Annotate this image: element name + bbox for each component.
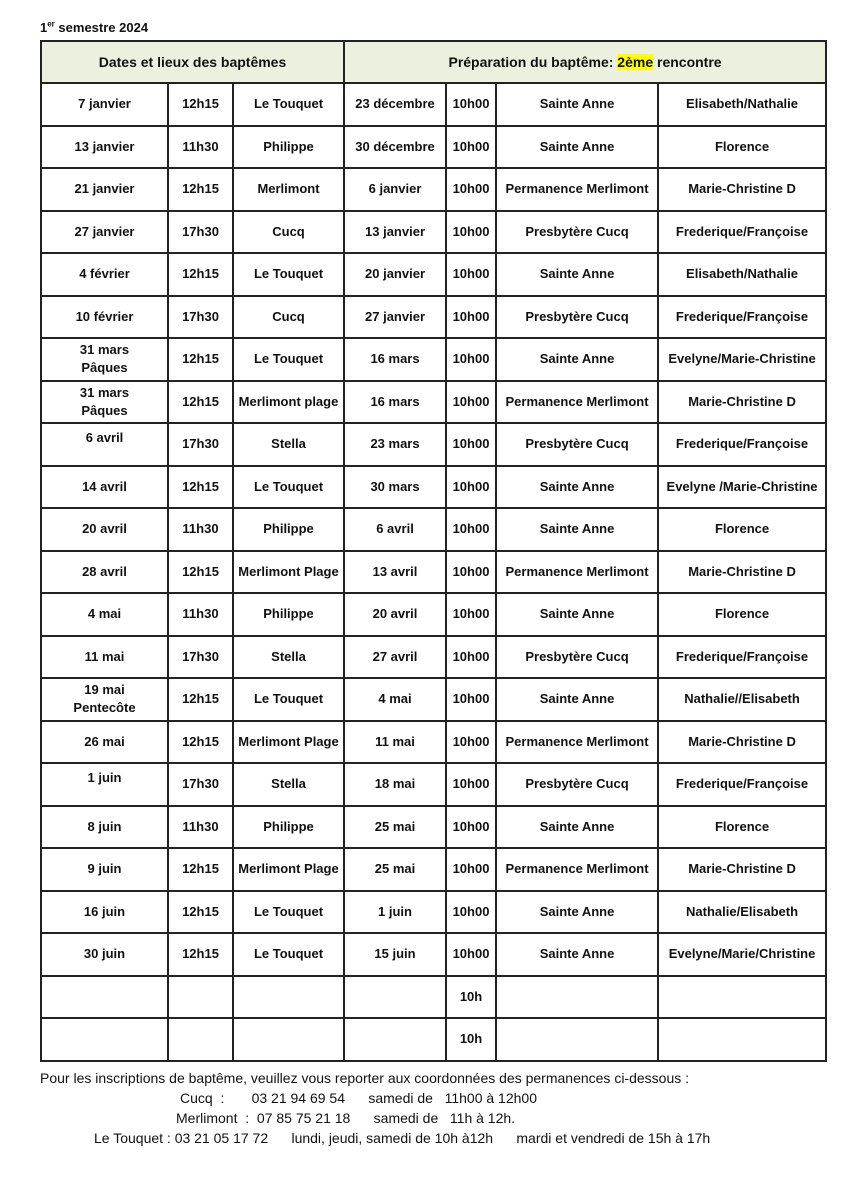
- baptism-time: 17h30: [168, 423, 233, 466]
- baptism-time: 12h15: [168, 253, 233, 296]
- table-row: [41, 593, 826, 636]
- table-row: [41, 253, 826, 296]
- prep-team: [658, 1018, 826, 1061]
- baptism-place: Merlimont Plage: [233, 721, 344, 764]
- baptism-time: 11h30: [168, 806, 233, 849]
- prep-date: 25 mai: [344, 806, 446, 849]
- baptism-time: 12h15: [168, 721, 233, 764]
- prep-team: Florence: [658, 593, 826, 636]
- baptism-time: 11h30: [168, 508, 233, 551]
- prep-place: Presbytère Cucq: [496, 763, 658, 806]
- prep-date: 30 mars: [344, 466, 446, 509]
- baptism-date: 31 mars Pâques: [41, 381, 168, 424]
- contact-cucq: Cucq : 03 21 94 69 54 samedi de 11h00 à 12h00: [180, 1090, 537, 1106]
- prep-team: Marie-Christine D: [658, 168, 826, 211]
- baptism-date: 19 mai Pentecôte: [41, 678, 168, 721]
- prep-time: 10h00: [446, 806, 496, 849]
- prep-place: Sainte Anne: [496, 126, 658, 169]
- prep-date: 13 avril: [344, 551, 446, 594]
- baptism-date: 7 janvier: [41, 83, 168, 126]
- baptism-place: Cucq: [233, 211, 344, 254]
- baptism-time: 12h15: [168, 381, 233, 424]
- prep-date: 30 décembre: [344, 126, 446, 169]
- baptism-date: 21 janvier: [41, 168, 168, 211]
- prep-date: 1 juin: [344, 891, 446, 934]
- baptism-place: Philippe: [233, 508, 344, 551]
- baptism-time: 12h15: [168, 933, 233, 976]
- prep-date: 25 mai: [344, 848, 446, 891]
- baptism-time: 12h15: [168, 891, 233, 934]
- prep-place: Sainte Anne: [496, 508, 658, 551]
- table-row: [41, 551, 826, 594]
- registration-intro: Pour les inscriptions de baptême, veuillez vous reporter aux coordonnées des permanences ci-dessous :: [40, 1070, 690, 1086]
- prep-time: 10h00: [446, 381, 496, 424]
- baptism-date: 28 avril: [41, 551, 168, 594]
- prep-team: Elisabeth/Nathalie: [658, 253, 826, 296]
- baptism-time: 12h15: [168, 338, 233, 381]
- baptism-place: Le Touquet: [233, 933, 344, 976]
- table-header-row: [41, 41, 826, 83]
- prep-date: 6 janvier: [344, 168, 446, 211]
- prep-place: [496, 1018, 658, 1061]
- prep-team: Frederique/Françoise: [658, 636, 826, 679]
- baptism-date: 10 février: [41, 296, 168, 339]
- prep-time: 10h: [446, 1018, 496, 1061]
- table-row: [41, 721, 826, 764]
- baptism-date: 9 juin: [41, 848, 168, 891]
- prep-team: [658, 976, 826, 1019]
- table-row: [41, 338, 826, 381]
- prep-date: 27 avril: [344, 636, 446, 679]
- prep-team: Frederique/Françoise: [658, 423, 826, 466]
- prep-time: 10h00: [446, 551, 496, 594]
- table-row: [41, 168, 826, 211]
- baptism-date: 30 juin: [41, 933, 168, 976]
- prep-place: Sainte Anne: [496, 891, 658, 934]
- prep-team: Florence: [658, 126, 826, 169]
- table-row: [41, 466, 826, 509]
- prep-team: Marie-Christine D: [658, 721, 826, 764]
- baptism-place: Le Touquet: [233, 253, 344, 296]
- prep-date: 20 avril: [344, 593, 446, 636]
- prep-team: Evelyne /Marie-Christine: [658, 466, 826, 509]
- prep-time: 10h00: [446, 126, 496, 169]
- baptism-date: 4 février: [41, 253, 168, 296]
- prep-date: 20 janvier: [344, 253, 446, 296]
- baptism-date: 26 mai: [41, 721, 168, 764]
- baptism-place: Cucq: [233, 296, 344, 339]
- highlight-second-meeting: 2ème: [617, 54, 654, 70]
- baptism-time: 12h15: [168, 848, 233, 891]
- baptism-place: Philippe: [233, 126, 344, 169]
- prep-date: [344, 976, 446, 1019]
- baptism-time: [168, 976, 233, 1019]
- prep-team: Florence: [658, 806, 826, 849]
- baptism-time: 12h15: [168, 466, 233, 509]
- baptism-time: 12h15: [168, 168, 233, 211]
- baptism-place: Le Touquet: [233, 466, 344, 509]
- table-row: [41, 848, 826, 891]
- table-row: [41, 126, 826, 169]
- prep-team: Marie-Christine D: [658, 848, 826, 891]
- prep-place: Sainte Anne: [496, 253, 658, 296]
- baptism-date: [41, 976, 168, 1019]
- prep-time: 10h00: [446, 168, 496, 211]
- baptism-time: 12h15: [168, 83, 233, 126]
- prep-time: 10h00: [446, 763, 496, 806]
- prep-date: 13 janvier: [344, 211, 446, 254]
- prep-place: Permanence Merlimont: [496, 168, 658, 211]
- prep-team: Marie-Christine D: [658, 381, 826, 424]
- baptism-date: 13 janvier: [41, 126, 168, 169]
- prep-place: Sainte Anne: [496, 806, 658, 849]
- prep-team: Elisabeth/Nathalie: [658, 83, 826, 126]
- prep-date: 18 mai: [344, 763, 446, 806]
- baptism-place: Stella: [233, 636, 344, 679]
- prep-time: 10h: [446, 976, 496, 1019]
- prep-time: 10h00: [446, 593, 496, 636]
- baptism-time: 11h30: [168, 593, 233, 636]
- prep-place: Presbytère Cucq: [496, 636, 658, 679]
- baptism-time: 17h30: [168, 763, 233, 806]
- prep-place: Presbytère Cucq: [496, 211, 658, 254]
- prep-team: Florence: [658, 508, 826, 551]
- table-row: [41, 1018, 826, 1061]
- prep-place: Sainte Anne: [496, 678, 658, 721]
- contact-merlimont: Merlimont : 07 85 75 21 18 samedi de 11h à 12h.: [176, 1110, 516, 1126]
- baptism-time: 17h30: [168, 211, 233, 254]
- table-row: [41, 636, 826, 679]
- baptism-date: [41, 1018, 168, 1061]
- prep-time: 10h00: [446, 338, 496, 381]
- table-row: [41, 296, 826, 339]
- prep-team: Frederique/Françoise: [658, 763, 826, 806]
- baptism-place: Le Touquet: [233, 891, 344, 934]
- prep-place: Presbytère Cucq: [496, 296, 658, 339]
- header-preparation: Préparation du baptême: 2ème rencontre: [344, 41, 826, 83]
- registration-info: [40, 1068, 710, 1148]
- baptism-place: Merlimont Plage: [233, 848, 344, 891]
- baptism-place: Le Touquet: [233, 678, 344, 721]
- baptism-time: [168, 1018, 233, 1061]
- prep-place: [496, 976, 658, 1019]
- prep-date: 23 décembre: [344, 83, 446, 126]
- baptism-schedule-table: [40, 40, 827, 1062]
- prep-date: 6 avril: [344, 508, 446, 551]
- prep-date: 15 juin: [344, 933, 446, 976]
- contact-le-touquet: Le Touquet : 03 21 05 17 72 lundi, jeudi, samedi de 10h à12h mardi et vendredi de 15h à 17h: [94, 1130, 711, 1146]
- table-row: [41, 508, 826, 551]
- baptism-place: Merlimont plage: [233, 381, 344, 424]
- page-title: 1er semestre 2024: [40, 19, 149, 35]
- prep-time: 10h00: [446, 83, 496, 126]
- table-row: [41, 891, 826, 934]
- prep-time: 10h00: [446, 466, 496, 509]
- prep-time: 10h00: [446, 678, 496, 721]
- header-dates-places: Dates et lieux des baptêmes: [41, 41, 344, 83]
- prep-date: [344, 1018, 446, 1061]
- prep-date: 11 mai: [344, 721, 446, 764]
- baptism-date: 8 juin: [41, 806, 168, 849]
- prep-time: 10h00: [446, 296, 496, 339]
- baptism-time: 11h30: [168, 126, 233, 169]
- table-row: [41, 976, 826, 1019]
- baptism-place: Le Touquet: [233, 83, 344, 126]
- prep-place: Sainte Anne: [496, 83, 658, 126]
- baptism-date: 6 avril: [41, 423, 168, 466]
- baptism-time: 17h30: [168, 296, 233, 339]
- prep-place: Sainte Anne: [496, 466, 658, 509]
- prep-place: Permanence Merlimont: [496, 551, 658, 594]
- prep-team: Nathalie//Elisabeth: [658, 678, 826, 721]
- baptism-place: Philippe: [233, 593, 344, 636]
- baptism-place: Philippe: [233, 806, 344, 849]
- baptism-place: Merlimont Plage: [233, 551, 344, 594]
- prep-date: 16 mars: [344, 381, 446, 424]
- baptism-date: 20 avril: [41, 508, 168, 551]
- baptism-date: 1 juin: [41, 763, 168, 806]
- table-row: [41, 763, 826, 806]
- prep-team: Evelyne/Marie-Christine: [658, 338, 826, 381]
- baptism-date: 16 juin: [41, 891, 168, 934]
- prep-team: Nathalie/Elisabeth: [658, 891, 826, 934]
- baptism-place: [233, 976, 344, 1019]
- prep-time: 10h00: [446, 253, 496, 296]
- prep-time: 10h00: [446, 508, 496, 551]
- prep-time: 10h00: [446, 933, 496, 976]
- prep-time: 10h00: [446, 211, 496, 254]
- prep-time: 10h00: [446, 848, 496, 891]
- prep-time: 10h00: [446, 423, 496, 466]
- table-row: [41, 83, 826, 126]
- prep-time: 10h00: [446, 891, 496, 934]
- baptism-place: Stella: [233, 423, 344, 466]
- prep-place: Sainte Anne: [496, 338, 658, 381]
- baptism-date: 27 janvier: [41, 211, 168, 254]
- baptism-place: Merlimont: [233, 168, 344, 211]
- prep-place: Presbytère Cucq: [496, 423, 658, 466]
- baptism-place: Stella: [233, 763, 344, 806]
- prep-place: Permanence Merlimont: [496, 848, 658, 891]
- prep-place: Sainte Anne: [496, 933, 658, 976]
- prep-time: 10h00: [446, 636, 496, 679]
- prep-place: Permanence Merlimont: [496, 721, 658, 764]
- prep-place: Permanence Merlimont: [496, 381, 658, 424]
- prep-place: Sainte Anne: [496, 593, 658, 636]
- baptism-date: 14 avril: [41, 466, 168, 509]
- prep-date: 27 janvier: [344, 296, 446, 339]
- table-row: [41, 933, 826, 976]
- prep-team: Marie-Christine D: [658, 551, 826, 594]
- baptism-time: 12h15: [168, 678, 233, 721]
- prep-time: 10h00: [446, 721, 496, 764]
- baptism-place: [233, 1018, 344, 1061]
- baptism-time: 12h15: [168, 551, 233, 594]
- baptism-time: 17h30: [168, 636, 233, 679]
- prep-team: Frederique/Françoise: [658, 211, 826, 254]
- table-row: [41, 381, 826, 424]
- prep-date: 4 mai: [344, 678, 446, 721]
- prep-date: 16 mars: [344, 338, 446, 381]
- prep-team: Frederique/Françoise: [658, 296, 826, 339]
- table-row: [41, 211, 826, 254]
- baptism-place: Le Touquet: [233, 338, 344, 381]
- baptism-date: 11 mai: [41, 636, 168, 679]
- baptism-date: 31 mars Pâques: [41, 338, 168, 381]
- baptism-date: 4 mai: [41, 593, 168, 636]
- table-row: [41, 678, 826, 721]
- prep-team: Evelyne/Marie/Christine: [658, 933, 826, 976]
- table-row: [41, 806, 826, 849]
- table-row: [41, 423, 826, 466]
- prep-date: 23 mars: [344, 423, 446, 466]
